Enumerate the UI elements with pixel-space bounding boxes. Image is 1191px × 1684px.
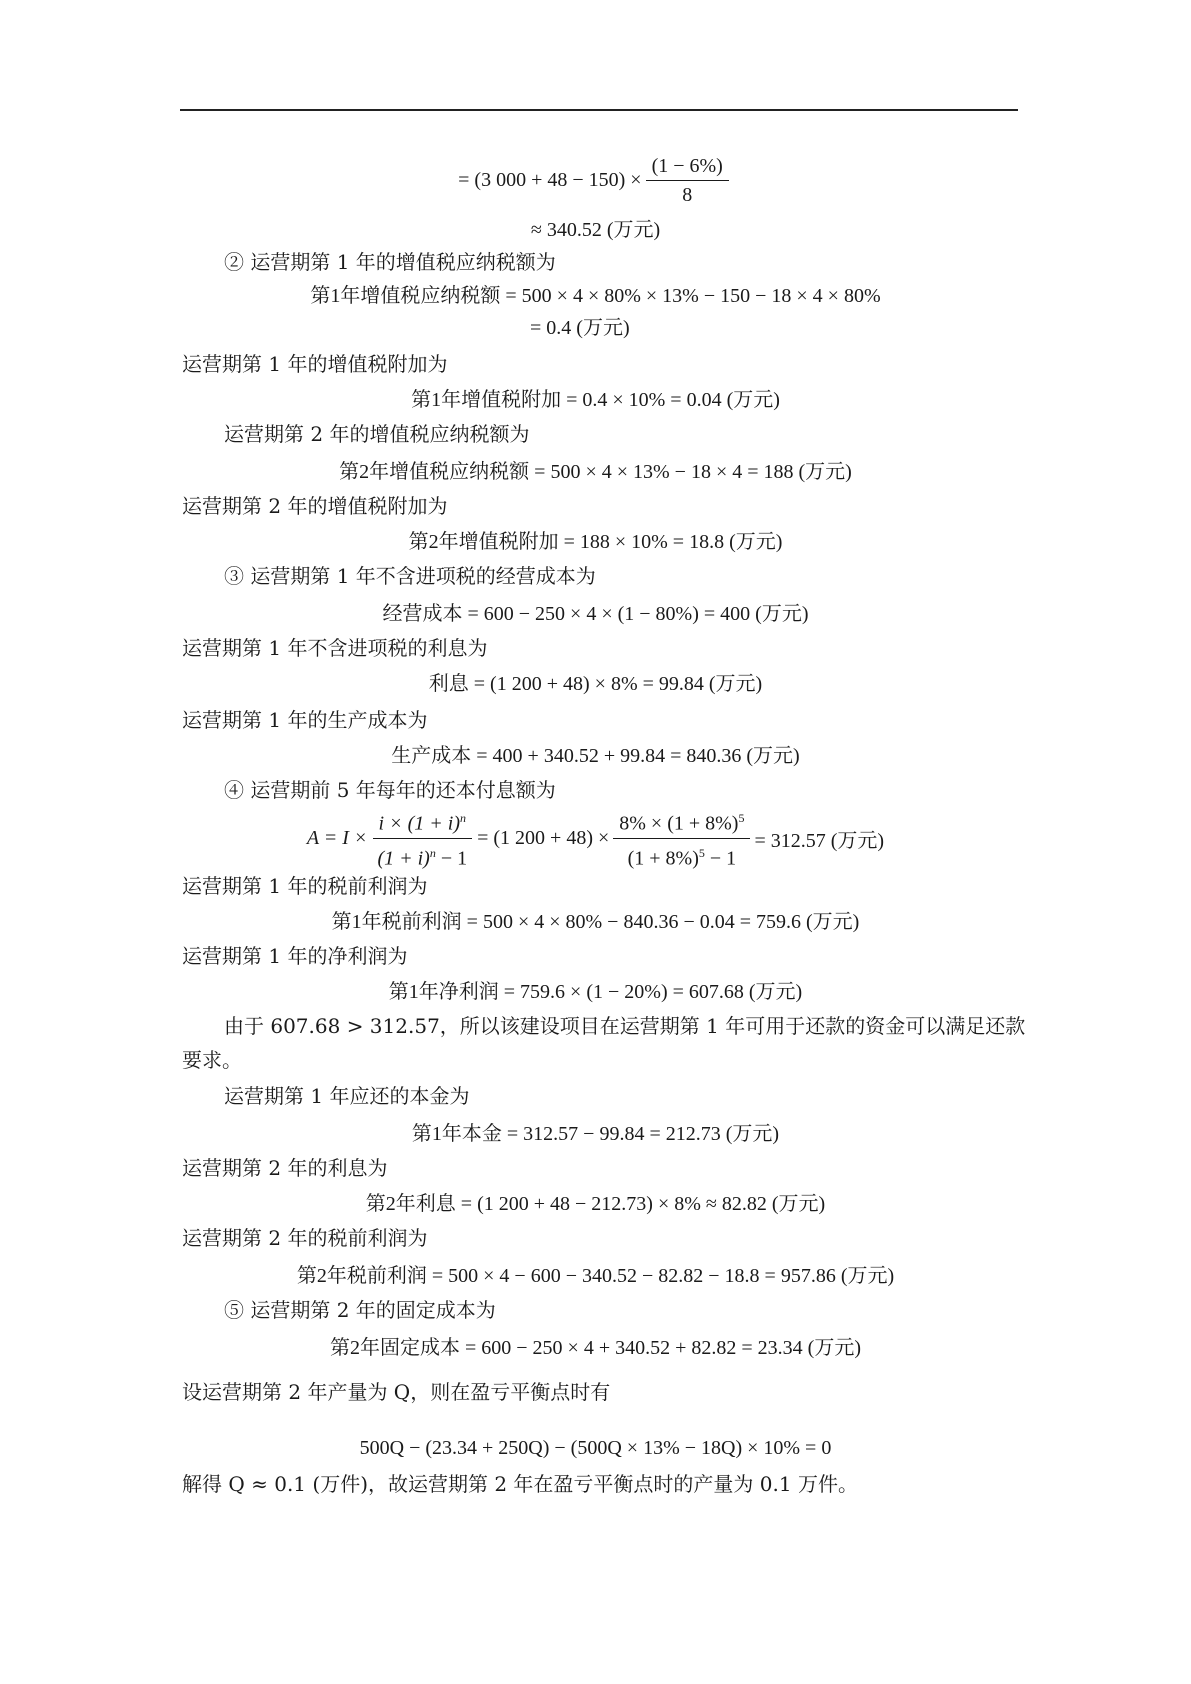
fraction-denominator-text: (1 + i) — [377, 847, 430, 870]
fraction-denominator-text: (1 + 8%) — [627, 847, 699, 870]
formula-line: 生产成本 = 400 + 340.52 + 99.84 = 840.36 (万元) — [391, 745, 800, 767]
formula-line: 利息 = (1 200 + 48) × 8% = 99.84 (万元) — [428, 673, 763, 695]
annuity-formula — [0, 806, 1191, 870]
fraction-denominator-tail: − 1 — [704, 847, 737, 870]
section-heading: ④ 运营期前 5 年每年的还本付息额为 — [224, 778, 556, 802]
fraction-numerator — [613, 806, 750, 839]
section-heading: ② 运营期第 1 年的增值税应纳税额为 — [224, 250, 556, 274]
paragraph-line: 由于 607.68 > 312.57，所以该建设项目在运营期第 1 年可用于还款的资金可以满足还款 — [224, 1014, 1026, 1038]
formula-line: 第2年增值税应纳税额 = 500 × 4 × 13% − 18 × 4 = 188 (万元) — [339, 461, 852, 483]
paragraph-line: 运营期第 1 年的净利润为 — [182, 944, 408, 968]
formula-text: A = I × — [306, 826, 368, 849]
fraction — [371, 806, 473, 870]
paragraph-line: 运营期第 1 年的增值税附加为 — [182, 352, 448, 376]
depreciation-formula — [0, 150, 1191, 210]
formula-text: = (3 000 + 48 − 150) × — [458, 168, 642, 191]
formula-result: = 0.4 (万元) — [530, 317, 630, 339]
formula-line: 第1年增值税附加 = 0.4 × 10% = 0.04 (万元) — [411, 389, 780, 411]
exponent: n — [459, 810, 466, 825]
paragraph-line: 运营期第 2 年的增值税应纳税额为 — [224, 422, 530, 446]
formula-line: 第1年税前利润 = 500 × 4 × 80% − 840.36 − 0.04 = 759.6 (万元) — [331, 911, 860, 933]
formula-result: ≈ 340.52 (万元) — [530, 219, 661, 241]
paragraph-line: 运营期第 2 年的税前利润为 — [182, 1226, 428, 1250]
formula-line: 经营成本 = 600 − 250 × 4 × (1 − 80%) = 400 (万元) — [382, 603, 809, 625]
header-rule — [180, 109, 1018, 111]
fraction-numerator-text: i × (1 + i) — [378, 812, 460, 835]
paragraph-line: 运营期第 2 年的增值税附加为 — [182, 494, 448, 518]
formula-text: = (1 200 + 48) × — [477, 826, 610, 849]
paragraph-line: 要求。 — [182, 1048, 242, 1072]
formula-line: 第1年增值税应纳税额 = 500 × 4 × 80% × 13% − 150 − 18 × 4 × 80% — [310, 285, 881, 307]
section-heading: ⑤ 运营期第 2 年的固定成本为 — [224, 1298, 496, 1322]
formula-line: 第2年固定成本 = 600 − 250 × 4 + 340.52 + 82.82 = 23.34 (万元) — [330, 1337, 861, 1359]
fraction-numerator-text: 8% × (1 + 8%) — [619, 812, 739, 835]
formula-text: = 312.57 (万元) — [754, 829, 885, 852]
paragraph-line: 设运营期第 2 年产量为 Q，则在盈亏平衡点时有 — [182, 1380, 611, 1404]
paragraph-line: 运营期第 1 年的生产成本为 — [182, 708, 428, 732]
paragraph-line: 运营期第 1 年应还的本金为 — [224, 1084, 470, 1108]
fraction — [646, 154, 729, 207]
formula-line: 第1年本金 = 312.57 − 99.84 = 212.73 (万元) — [411, 1123, 780, 1145]
fraction-denominator — [622, 839, 743, 871]
paragraph-line: 解得 Q ≈ 0.1 (万件)，故运营期第 2 年在盈亏平衡点时的产量为 0.1 万件。 — [182, 1472, 858, 1496]
fraction-denominator — [371, 839, 473, 871]
section-heading: ③ 运营期第 1 年不含进项税的经营成本为 — [224, 564, 596, 588]
fraction-numerator: (1 − 6%) — [646, 154, 729, 181]
exponent: n — [429, 845, 436, 860]
fraction — [613, 806, 750, 870]
exponent: 5 — [698, 845, 705, 860]
paragraph-line: 运营期第 1 年的税前利润为 — [182, 874, 428, 898]
formula-line: 第1年净利润 = 759.6 × (1 − 20%) = 607.68 (万元) — [388, 981, 803, 1003]
fraction-denominator-tail: − 1 — [435, 847, 468, 870]
formula-line: 500Q − (23.34 + 250Q) − (500Q × 13% − 18Q) × 10% = 0 — [359, 1437, 832, 1459]
fraction-numerator — [373, 806, 472, 839]
exponent: 5 — [738, 810, 745, 825]
paragraph-line: 运营期第 1 年不含进项税的利息为 — [182, 636, 488, 660]
formula-line: 第2年利息 = (1 200 + 48 − 212.73) × 8% ≈ 82.82 (万元) — [365, 1193, 826, 1215]
paragraph-line: 运营期第 2 年的利息为 — [182, 1156, 388, 1180]
fraction-denominator: 8 — [682, 183, 693, 206]
formula-line: 第2年税前利润 = 500 × 4 − 600 − 340.52 − 82.82 − 18.8 = 957.86 (万元) — [296, 1265, 895, 1287]
formula-line: 第2年增值税附加 = 188 × 10% = 18.8 (万元) — [408, 531, 783, 553]
